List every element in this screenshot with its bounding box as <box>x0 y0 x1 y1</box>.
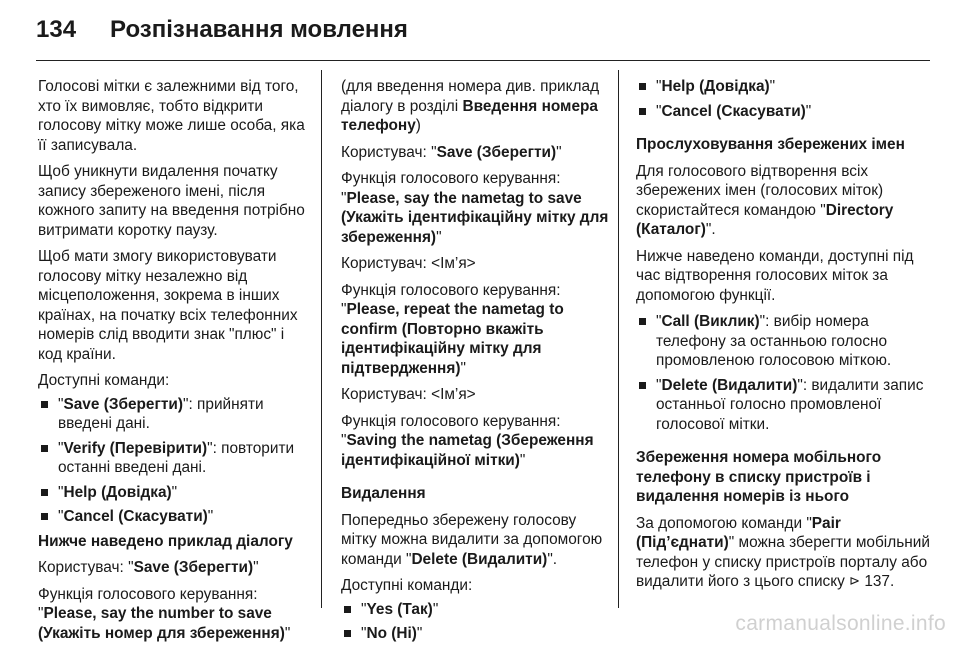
dialog-system-line: Функція голосового керування: "Please, say the nametag to save (Укажіть ідентифікаційну мітку для збереження)" <box>341 170 609 246</box>
page-title: Розпізнавання мовлення <box>110 16 408 43</box>
paragraph-country-code: Щоб мати змогу використовувати голосову мітку незалежно від місцеположення, зокрема в інших країнах, на початку всіх телефонних номерів слід вводити знак "плюс" і код країни. <box>38 248 298 363</box>
dialog-system-line: Функція голосового керування: "Saving the nametag (Збереження ідентифікаційної мітки)" <box>341 412 594 469</box>
delete-paragraph: Попередньо збережену голосову мітку можна видалити за допомогою команди "Delete (Видалити)". <box>341 511 603 568</box>
command-item: "No (Ні)" <box>341 624 609 644</box>
command-item: "Help (Довідка)" <box>636 77 932 97</box>
command-item: "Cancel (Скасувати)" <box>38 507 306 527</box>
dialog-user-name: Користувач: <Ім’я> <box>341 255 476 272</box>
paragraph-dialog-ref: (для введення номера див. приклад діалогу в розділі Введення номера телефону) <box>341 78 600 134</box>
command-item: "Verify (Перевірити)": повторити останні введені дані. <box>38 439 306 478</box>
paragraph-voice-tags: Голосові мітки є залежними від того, хто їх вимовляє, тобто відкрити голосову мітку може лише особа, яка її записувала. <box>38 78 305 154</box>
column-3 <box>636 77 932 599</box>
save-number-heading: Збереження номера мобільного телефону в списку пристроїв і видалення номерів із нього <box>636 449 882 505</box>
watermark: carmanualsonline.info <box>735 612 946 635</box>
example-heading: Нижче наведено приклад діалогу <box>38 532 293 550</box>
command-list <box>341 600 609 644</box>
column-1 <box>38 77 306 650</box>
command-list <box>38 395 306 527</box>
command-item: "Save (Зберегти)": прийняти введені дані. <box>38 395 306 434</box>
dialog-user-line: Користувач: "Save (Зберегти)" <box>38 559 259 576</box>
dialog-system-line: Функція голосового керування: "Please, say the number to save (Укажіть номер для збереження)" <box>38 585 291 642</box>
delete-heading: Видалення <box>341 485 426 502</box>
page-reference-link[interactable]: 137 <box>864 573 890 590</box>
command-item: "Yes (Так)" <box>341 600 609 620</box>
dialog-system-line: Функція голосового керування: "Please, repeat the nametag to confirm (Повторно вкажіть ідентифікаційну мітку для підтвердження)" <box>341 281 564 377</box>
playback-heading: Прослуховування збережених імен <box>636 136 905 153</box>
dialog-user-name: Користувач: <Ім’я> <box>341 386 476 403</box>
commands-label: Доступні команди: <box>38 372 170 389</box>
commands-label: Доступні команди: <box>341 577 473 594</box>
page-number: 134 <box>36 16 77 43</box>
page-ref-arrow-icon: ⊳ <box>849 573 861 588</box>
dialog-user-line: Користувач: "Save (Зберегти)" <box>341 143 562 161</box>
commands-intro: Нижче наведено команди, доступні під час відтворення голосових міток за допомогою функції. <box>636 247 914 304</box>
command-item: "Cancel (Скасувати)" <box>636 102 932 122</box>
save-number-paragraph: За допомогою команди "Pair (Під’єднати)" можна зберегти мобільний телефон у списку пристроїв порталу або видалити його з цього списку ⊳ 137. <box>636 514 930 590</box>
command-item: "Delete (Видалити)": видалити запис останньої голосно промовленої голосової мітки. <box>636 376 932 435</box>
section-link[interactable]: Введення номера телефону <box>341 97 598 134</box>
paragraph-pause: Щоб уникнути видалення початку запису збереженого імені, після кожного запиту на введення потрібно витримати коротку паузу. <box>38 163 305 239</box>
column-divider-2 <box>618 70 619 608</box>
playback-paragraph: Для голосового відтворення всіх збережених імен (голосових міток) скористайтеся командою "Directory (Каталог)". <box>636 162 894 238</box>
header-rule <box>36 60 930 61</box>
command-list <box>636 77 932 121</box>
command-item: "Call (Виклик)": вибір номера телефону за останньою голосно промовленою голосовою міткою. <box>636 312 932 371</box>
command-item: "Help (Довідка)" <box>38 483 306 503</box>
column-divider-1 <box>321 70 322 608</box>
page-header <box>36 10 408 50</box>
column-2 <box>341 77 609 649</box>
command-list <box>636 312 932 434</box>
